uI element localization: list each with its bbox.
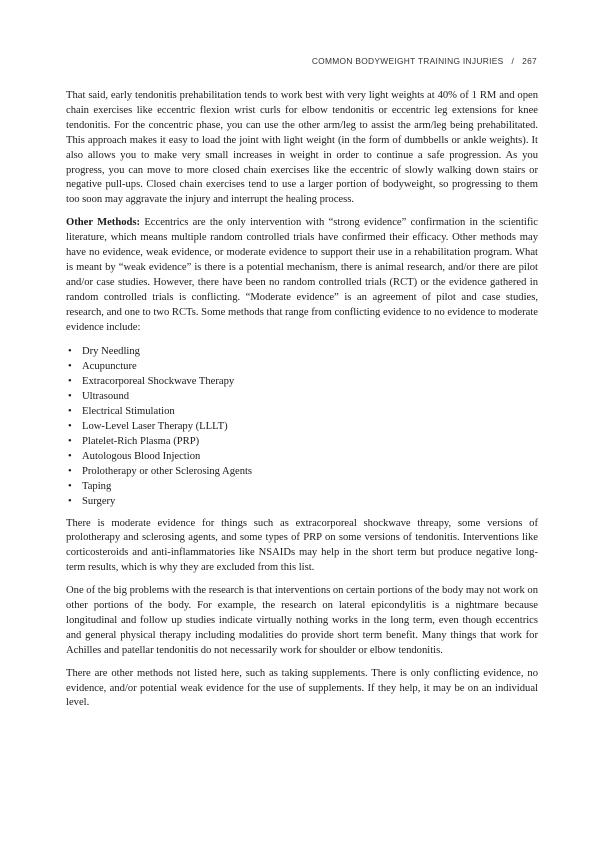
section-title: COMMON BODYWEIGHT TRAINING INJURIES xyxy=(311,56,504,66)
list-item xyxy=(66,359,538,374)
bullet-icon: • xyxy=(68,375,72,387)
list-item xyxy=(66,419,538,434)
other-methods-heading: Other Methods: xyxy=(66,217,141,229)
list-item xyxy=(66,389,538,404)
paragraph-supplements xyxy=(66,667,538,712)
list-item-label: Autologous Blood Injection xyxy=(82,450,201,462)
list-item xyxy=(66,434,538,449)
bullet-icon: • xyxy=(68,480,72,492)
methods-list xyxy=(66,344,538,509)
bullet-icon: • xyxy=(68,405,72,417)
bullet-icon: • xyxy=(68,345,72,357)
paragraph-moderate-evidence-text: There is moderate evidence for things such as extracorporeal shockwave threapy, some versions of prolotherapy and sclerosing agents, and some types of PRP on some versions of tendonitis. Interventions like corticosteroids and anti-inflammatories like NSAIDs may help in the short term but produce negative long-term results, which is why they are excluded from this list. xyxy=(66,517,538,574)
list-item-label: Platelet-Rich Plasma (PRP) xyxy=(82,435,200,447)
list-item-label: Ultrasound xyxy=(82,390,130,402)
bullet-icon: • xyxy=(68,465,72,477)
other-methods-text: Eccentrics are the only intervention with “strong evidence” confirmation in the scientific literature, which means multiple random controlled trials have confirmed their efficacy. Other methods may have no evidence, weak evidence, or moderate evidence to support their use in a rehabilitation program. What is meant by “weak evidence” is there is a potential mechanism, there is animal research, and/or there are pilot and/or case studies. However, there have been no random controlled trials (RCT) or the evidence gathered in random controlled trials is conflicting. “Moderate evidence” is an agreement of pilot and case studies, research, and one to two RCTs. Some methods that range from conflicting evidence to no evidence to moderate evidence include: xyxy=(66,217,539,333)
list-item xyxy=(66,374,538,389)
bullet-icon: • xyxy=(68,420,72,432)
list-item-label: Dry Needling xyxy=(82,345,140,357)
paragraph-prehabilitation xyxy=(66,89,538,208)
bullet-icon: • xyxy=(68,360,72,372)
list-item-label: Prolotherapy or other Sclerosing Agents xyxy=(82,465,253,477)
bullet-icon: • xyxy=(68,495,72,507)
list-item xyxy=(66,449,538,464)
paragraph-supplements-text: There are other methods not listed here, such as taking supplements. There is only conflicting evidence, no evidence, and/or potential weak evidence for the use of supplements. If they help, it may be on an individual level. xyxy=(66,667,538,709)
bullet-icon: • xyxy=(68,435,72,447)
paragraph-research-problems xyxy=(66,584,538,659)
list-item-label: Surgery xyxy=(82,495,116,507)
list-item-label: Extracorporeal Shockwave Therapy xyxy=(82,375,235,387)
list-item xyxy=(66,494,538,509)
list-item xyxy=(66,344,538,359)
paragraph-prehabilitation-text: That said, early tendonitis prehabilitation tends to work best with very light weights at 40% of 1 RM and open chain exercises like eccentric flexion wrist curls for elbow tendonitis or eccentric leg extensions for knee tendonitis. For the concentric phase, you can use the other arm/leg to assist the arm/leg being prehabilitated. This approach makes it easy to load the joint with light weight (in the form of dumbbells or ankle weights). It also allows you to make very small increases in weight in order to continue a safe progression. As you progress, you can move to more closed chain exercises like the eccentric of slowly walking down stairs or negative pull-ups. Closed chain exercises tend to use a larger portion of bodyweight, so progressing to them too soon may aggravate the injury and interrupt the healing process. xyxy=(66,90,538,206)
running-header xyxy=(312,56,537,66)
list-item-label: Taping xyxy=(82,480,112,492)
list-item xyxy=(66,404,538,419)
bullet-icon: • xyxy=(68,390,72,402)
paragraph-research-problems-text: One of the big problems with the research is that interventions on certain portions of the body may not work on other portions of the body. For example, the research on lateral epicondylitis is a nightmare because longitudinal and follow up studies indicate virtually nothing works in the long term, even though eccentrics and general physical therapy including modalities do provide short term benefit. Many things that work for Achilles and patellar tendonitis do not necessarily work for shoulder or elbow tendonitis. xyxy=(66,585,538,656)
body-text xyxy=(66,89,538,719)
page-number: 267 xyxy=(522,56,537,66)
paragraph-moderate-evidence xyxy=(66,517,538,577)
bullet-icon: • xyxy=(68,450,72,462)
list-item-label: Acupuncture xyxy=(82,360,137,372)
list-item-label: Low-Level Laser Therapy (LLLT) xyxy=(82,420,228,432)
list-item xyxy=(66,479,538,494)
list-item xyxy=(66,464,538,479)
header-separator: / xyxy=(511,56,515,66)
paragraph-other-methods xyxy=(66,216,538,335)
list-item-label: Electrical Stimulation xyxy=(82,405,175,417)
